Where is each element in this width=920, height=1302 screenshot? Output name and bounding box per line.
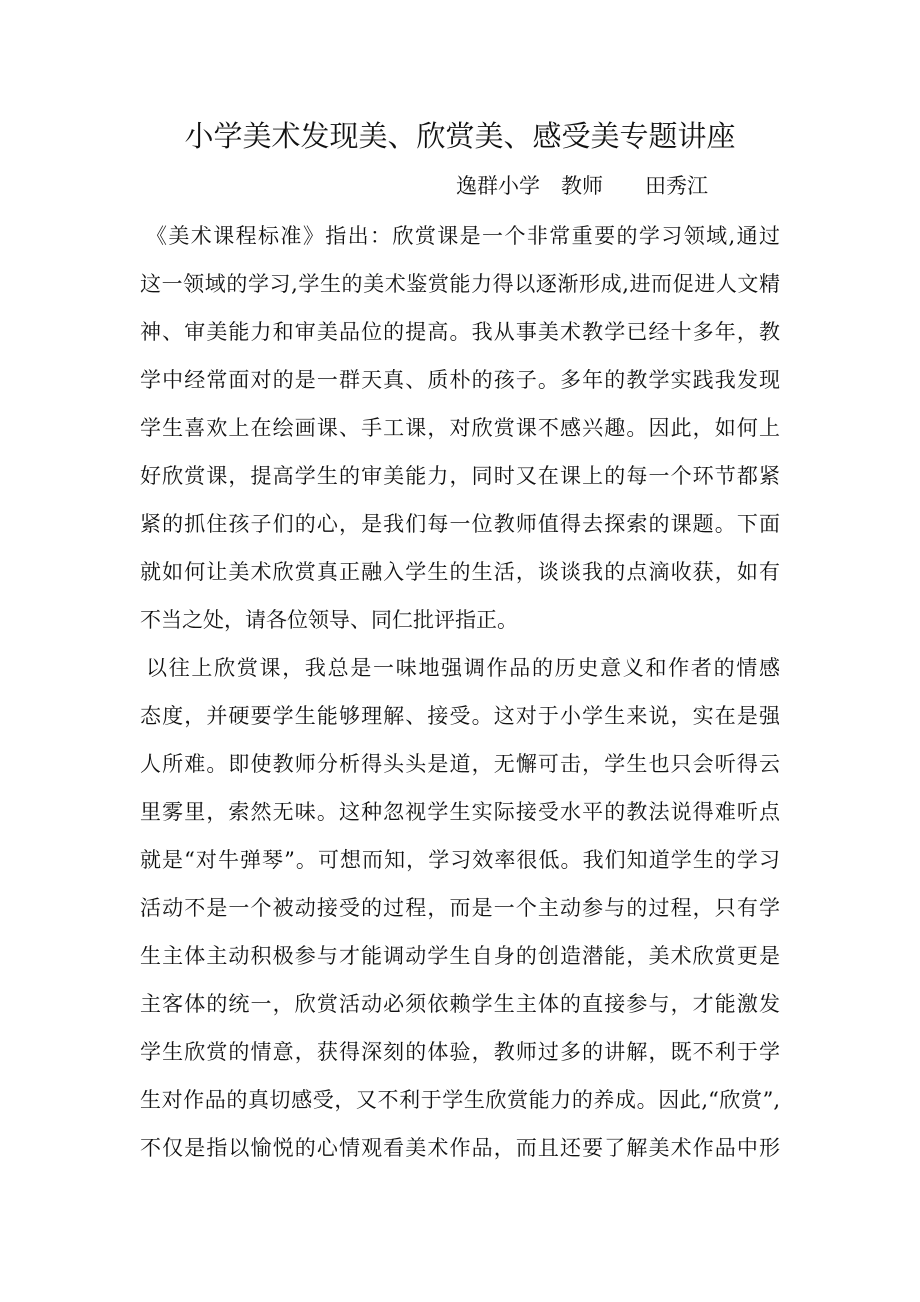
- text-line: 人所难。即使教师分析得头头是道，无懈可击，学生也只会听得云: [140, 752, 780, 776]
- text-line: 就如何让美术欣赏真正融入学生的生活，谈谈我的点滴收获，如有: [140, 560, 780, 584]
- author-line: 逸群小学 教师 田秀江: [456, 174, 708, 198]
- text-line: 好欣赏课，提高学生的审美能力，同时又在课上的每一个环节都紧: [140, 464, 780, 488]
- text-line: 生主体主动积极参与才能调动学生自身的创造潜能，美术欣赏更是: [140, 944, 780, 968]
- text-line: 紧的抓住孩子们的心，是我们每一位教师值得去探索的课题。下面: [140, 512, 780, 536]
- text-line: 不当之处，请各位领导、同仁批评指正。: [140, 608, 518, 632]
- text-line: 就是“对牛弹琴”。可想而知，学习效率很低。我们知道学生的学习: [140, 848, 780, 872]
- text-line: 活动不是一个被动接受的过程，而是一个主动参与的过程，只有学: [140, 896, 780, 920]
- document-title: 小学美术发现美、欣赏美、感受美专题讲座: [184, 119, 736, 153]
- text-line: 神、审美能力和审美品位的提高。我从事美术教学已经十多年，教: [140, 320, 780, 344]
- text-line: 学生喜欢上在绘画课、手工课，对欣赏课不感兴趣。因此，如何上: [140, 416, 780, 440]
- text-line: 《美术课程标准》指出：欣赏课是一个非常重要的学习领域,通过: [146, 224, 780, 248]
- text-line: 生对作品的真切感受，又不利于学生欣赏能力的养成。因此,“欣赏”,: [140, 1088, 780, 1112]
- text-line: 学生欣赏的情意，获得深刻的体验，教师过多的讲解，既不利于学: [140, 1040, 780, 1064]
- text-line: 学中经常面对的是一群天真、质朴的孩子。多年的教学实践我发现: [140, 368, 780, 392]
- text-line: 态度，并硬要学生能够理解、接受。这对于小学生来说，实在是强: [140, 704, 780, 728]
- text-line: 主客体的统一，欣赏活动必须依赖学生主体的直接参与，才能激发: [140, 992, 780, 1016]
- text-line: 里雾里，索然无味。这种忽视学生实际接受水平的教法说得难听点: [140, 800, 780, 824]
- text-line: 不仅是指以愉悦的心情观看美术作品，而且还要了解美术作品中形: [140, 1136, 780, 1160]
- text-line: 这一领域的学习,学生的美术鉴赏能力得以逐渐形成,进而促进人文精: [140, 272, 780, 296]
- text-line: 以往上欣赏课，我总是一味地强调作品的历史意义和作者的情感: [146, 656, 780, 680]
